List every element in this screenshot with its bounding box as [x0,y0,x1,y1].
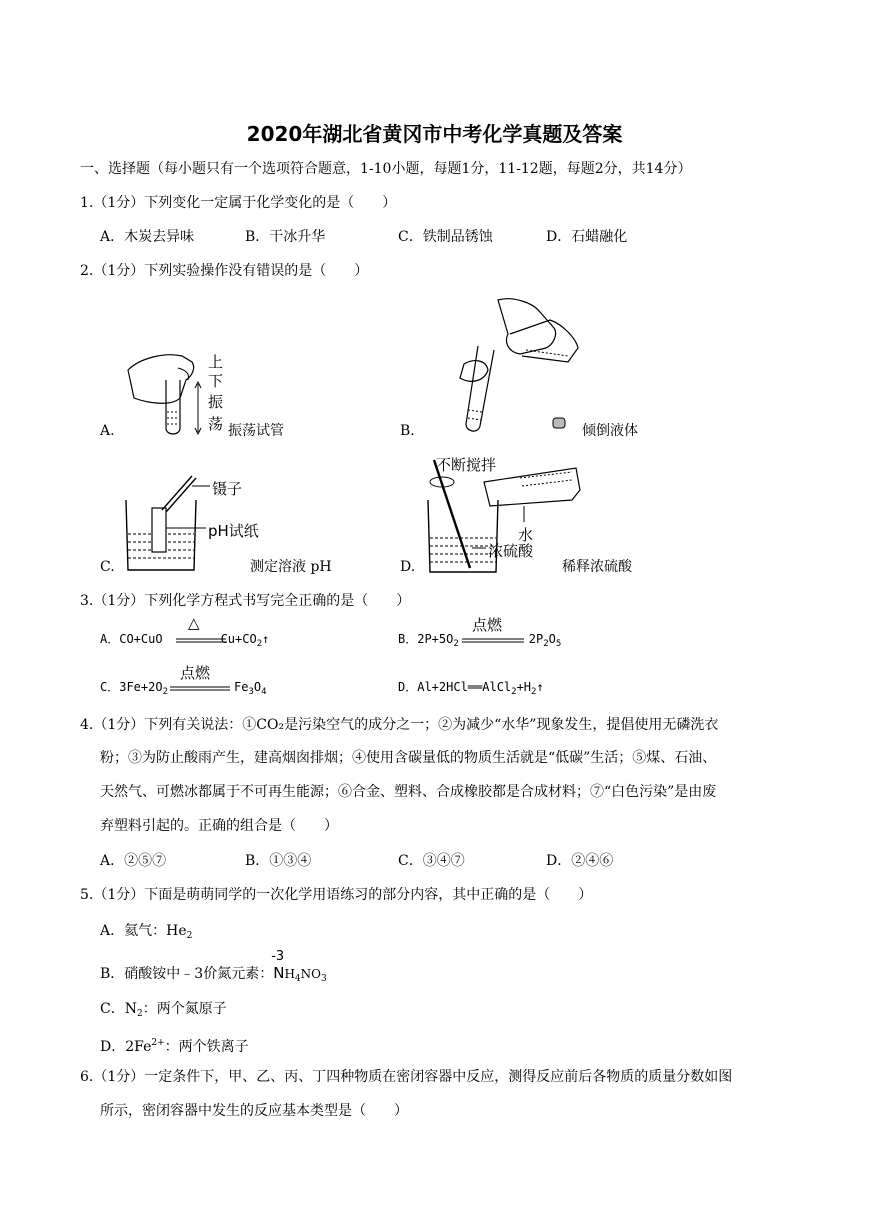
q2-option-a-letter[interactable]: A. [100,423,115,439]
q4-option-d[interactable]: D．②④⑥ [546,853,614,869]
q3-b-sub: 2 [453,639,459,649]
q3-option-c[interactable]: C．$3Fe+2O_2$ $Fe_3O_4$ [100,680,267,697]
q3-d-h: +H [516,680,532,694]
q4-option-a[interactable]: A．②⑤⑦ [100,853,167,869]
question-5-stem: 5.（1分）下面是萌萌同学的一次化学用语练习的部分内容，其中正确的是（ ） [80,887,593,903]
q1-option-b[interactable]: B．干冰升华 [245,229,326,245]
q3-c-sub: 2 [162,687,168,697]
q3-d-sub2: 2 [531,687,537,697]
stir-label: 不断搅拌 [436,456,497,474]
question-4-line-1: 4.（1分）下列有关说法：①CO₂是污染空气的成分之一；②为减少“水华”现象发生，提倡使用无磷洗衣 [80,717,719,733]
q2-option-a-caption: 振荡试管 [228,423,284,439]
tweezers-label: 镊子 [212,480,243,498]
heat-symbol: △ [188,614,200,632]
shake-label-1: 上 [208,353,224,371]
q2-option-c-caption: 测定溶液 pH [250,559,332,575]
q5-a-text: A．氦气：He [100,923,187,939]
gas-arrow: ↑ [262,632,270,646]
q5-c-sub: 2 [136,1009,143,1019]
q5-b-no: NO [300,967,321,981]
q5-option-a[interactable] [100,922,192,945]
q3-option-b[interactable]: B．$2P+5O_2$ $2P_2O_5$ [398,632,562,649]
acid-label: 浓硫酸 [488,542,534,560]
q5-b-text: B．硝酸铵中﹣3价氮元素： [100,966,274,982]
q4-option-c[interactable]: C．③④⑦ [398,853,465,869]
q3-b-double-line [462,638,526,644]
shake-label-4: 荡 [208,415,224,433]
q3-option-d[interactable] [398,678,544,701]
q5-a-sub: 2 [186,931,193,941]
question-4-line-3: 天然气、可燃冰都属于不可再生能源；⑥合金、塑料、合成橡胶都是合成材料；⑦“白色污染”是由废 [100,784,717,800]
q1-option-c[interactable]: C．铁制品锈蚀 [398,229,493,245]
ph-paper-label: pH试纸 [208,522,259,540]
q3-b-sub2: 2 [543,639,549,649]
ignite-label-b: 点燃 [472,616,503,634]
q3-a-double-line [176,638,228,644]
q1-option-d[interactable]: D．石蜡融化 [546,229,628,245]
valence-mark: -3 [271,949,285,964]
q5-d-sup: 2+ [151,1038,165,1048]
q5-b-h: H [284,967,295,981]
q3-d-sub: 2 [511,687,517,697]
question-2-stem: 2.（1分）下列实验操作没有错误的是（ ） [80,263,369,279]
gas-arrow-d: ↑ [536,680,544,694]
question-4-line-2: 粉；③为防止酸雨产生，建高烟囱排烟；④使用含碳量低的物质生活就是“低碳”生活；⑤煤、石油、 [100,750,717,766]
q2-option-d-letter[interactable]: D. [400,559,416,575]
question-3-stem: 3.（1分）下列化学方程式书写完全正确的是（ ） [80,593,411,609]
q3-c-products: Fe [234,680,249,694]
q5-d-rest: ：两个铁离子 [164,1039,249,1055]
q5-d-text: D．2Fe [100,1039,152,1055]
nitrogen-symbol: N [273,964,285,982]
q5-b-sub4: 4 [294,974,301,984]
question-6-line-2: 所示，密闭容器中发生的反应基本类型是（ ） [100,1103,408,1119]
q5-c-rest: ：两个氮原子 [142,1001,227,1017]
q3-c-sub4: 4 [261,687,267,697]
q2-option-b-letter[interactable]: B. [400,423,415,439]
ignite-label-c: 点燃 [180,664,211,682]
section-heading: 一、选择题（每小题只有一个选项符合题意，1-10小题，每题1分，11-12题，每题2分，共14分） [80,161,692,177]
q3-b-sub5: 5 [555,639,562,649]
q3-a-reactants: A．CO+CuO [100,632,163,646]
shake-label-2: 下 [208,372,224,390]
q3-a-products: Cu+CO [220,632,257,646]
shake-label-3: 振 [208,393,224,411]
question-1-stem: 1.（1分）下列变化一定属于化学变化的是（ ） [80,195,397,211]
water-label: 水 [518,526,534,544]
q3-c-reactants: C．3Fe+2O [100,680,163,694]
q5-option-b[interactable] [100,949,327,988]
question-6-line-1: 6.（1分）一定条件下，甲、乙、丙、丁四种物质在密闭容器中反应，测得反应前后各物质的质量分数如图 [80,1069,733,1085]
q4-option-b[interactable]: B．①③④ [245,853,312,869]
q2-option-c-letter[interactable]: C. [100,559,115,575]
q5-c-text: C．N [100,1001,137,1017]
q2-option-b-caption: 倾倒液体 [582,423,638,439]
q3-c-sub3: 3 [248,687,254,697]
q3-a-sub: 2 [256,639,263,649]
pour-liquid-figure [450,298,590,438]
q3-c-double-line [170,686,232,692]
page-title: 2020年湖北省黄冈市中考化学真题及答案 [246,122,623,146]
q3-b-products: 2P [528,632,544,646]
q5-b-sub3: 3 [320,974,327,984]
q1-option-a[interactable]: A．木炭去异味 [100,229,195,245]
q3-d-equation: D．Al+2HCl══AlCl [398,680,512,694]
q3-b-reactants: B．2P+5O [398,632,454,646]
question-4-line-4: 弃塑料引起的。正确的组合是（ ） [100,818,338,834]
q5-option-d[interactable] [100,1034,249,1056]
q5-option-c[interactable] [100,1000,227,1023]
q2-option-d-caption: 稀释浓硫酸 [562,559,632,575]
